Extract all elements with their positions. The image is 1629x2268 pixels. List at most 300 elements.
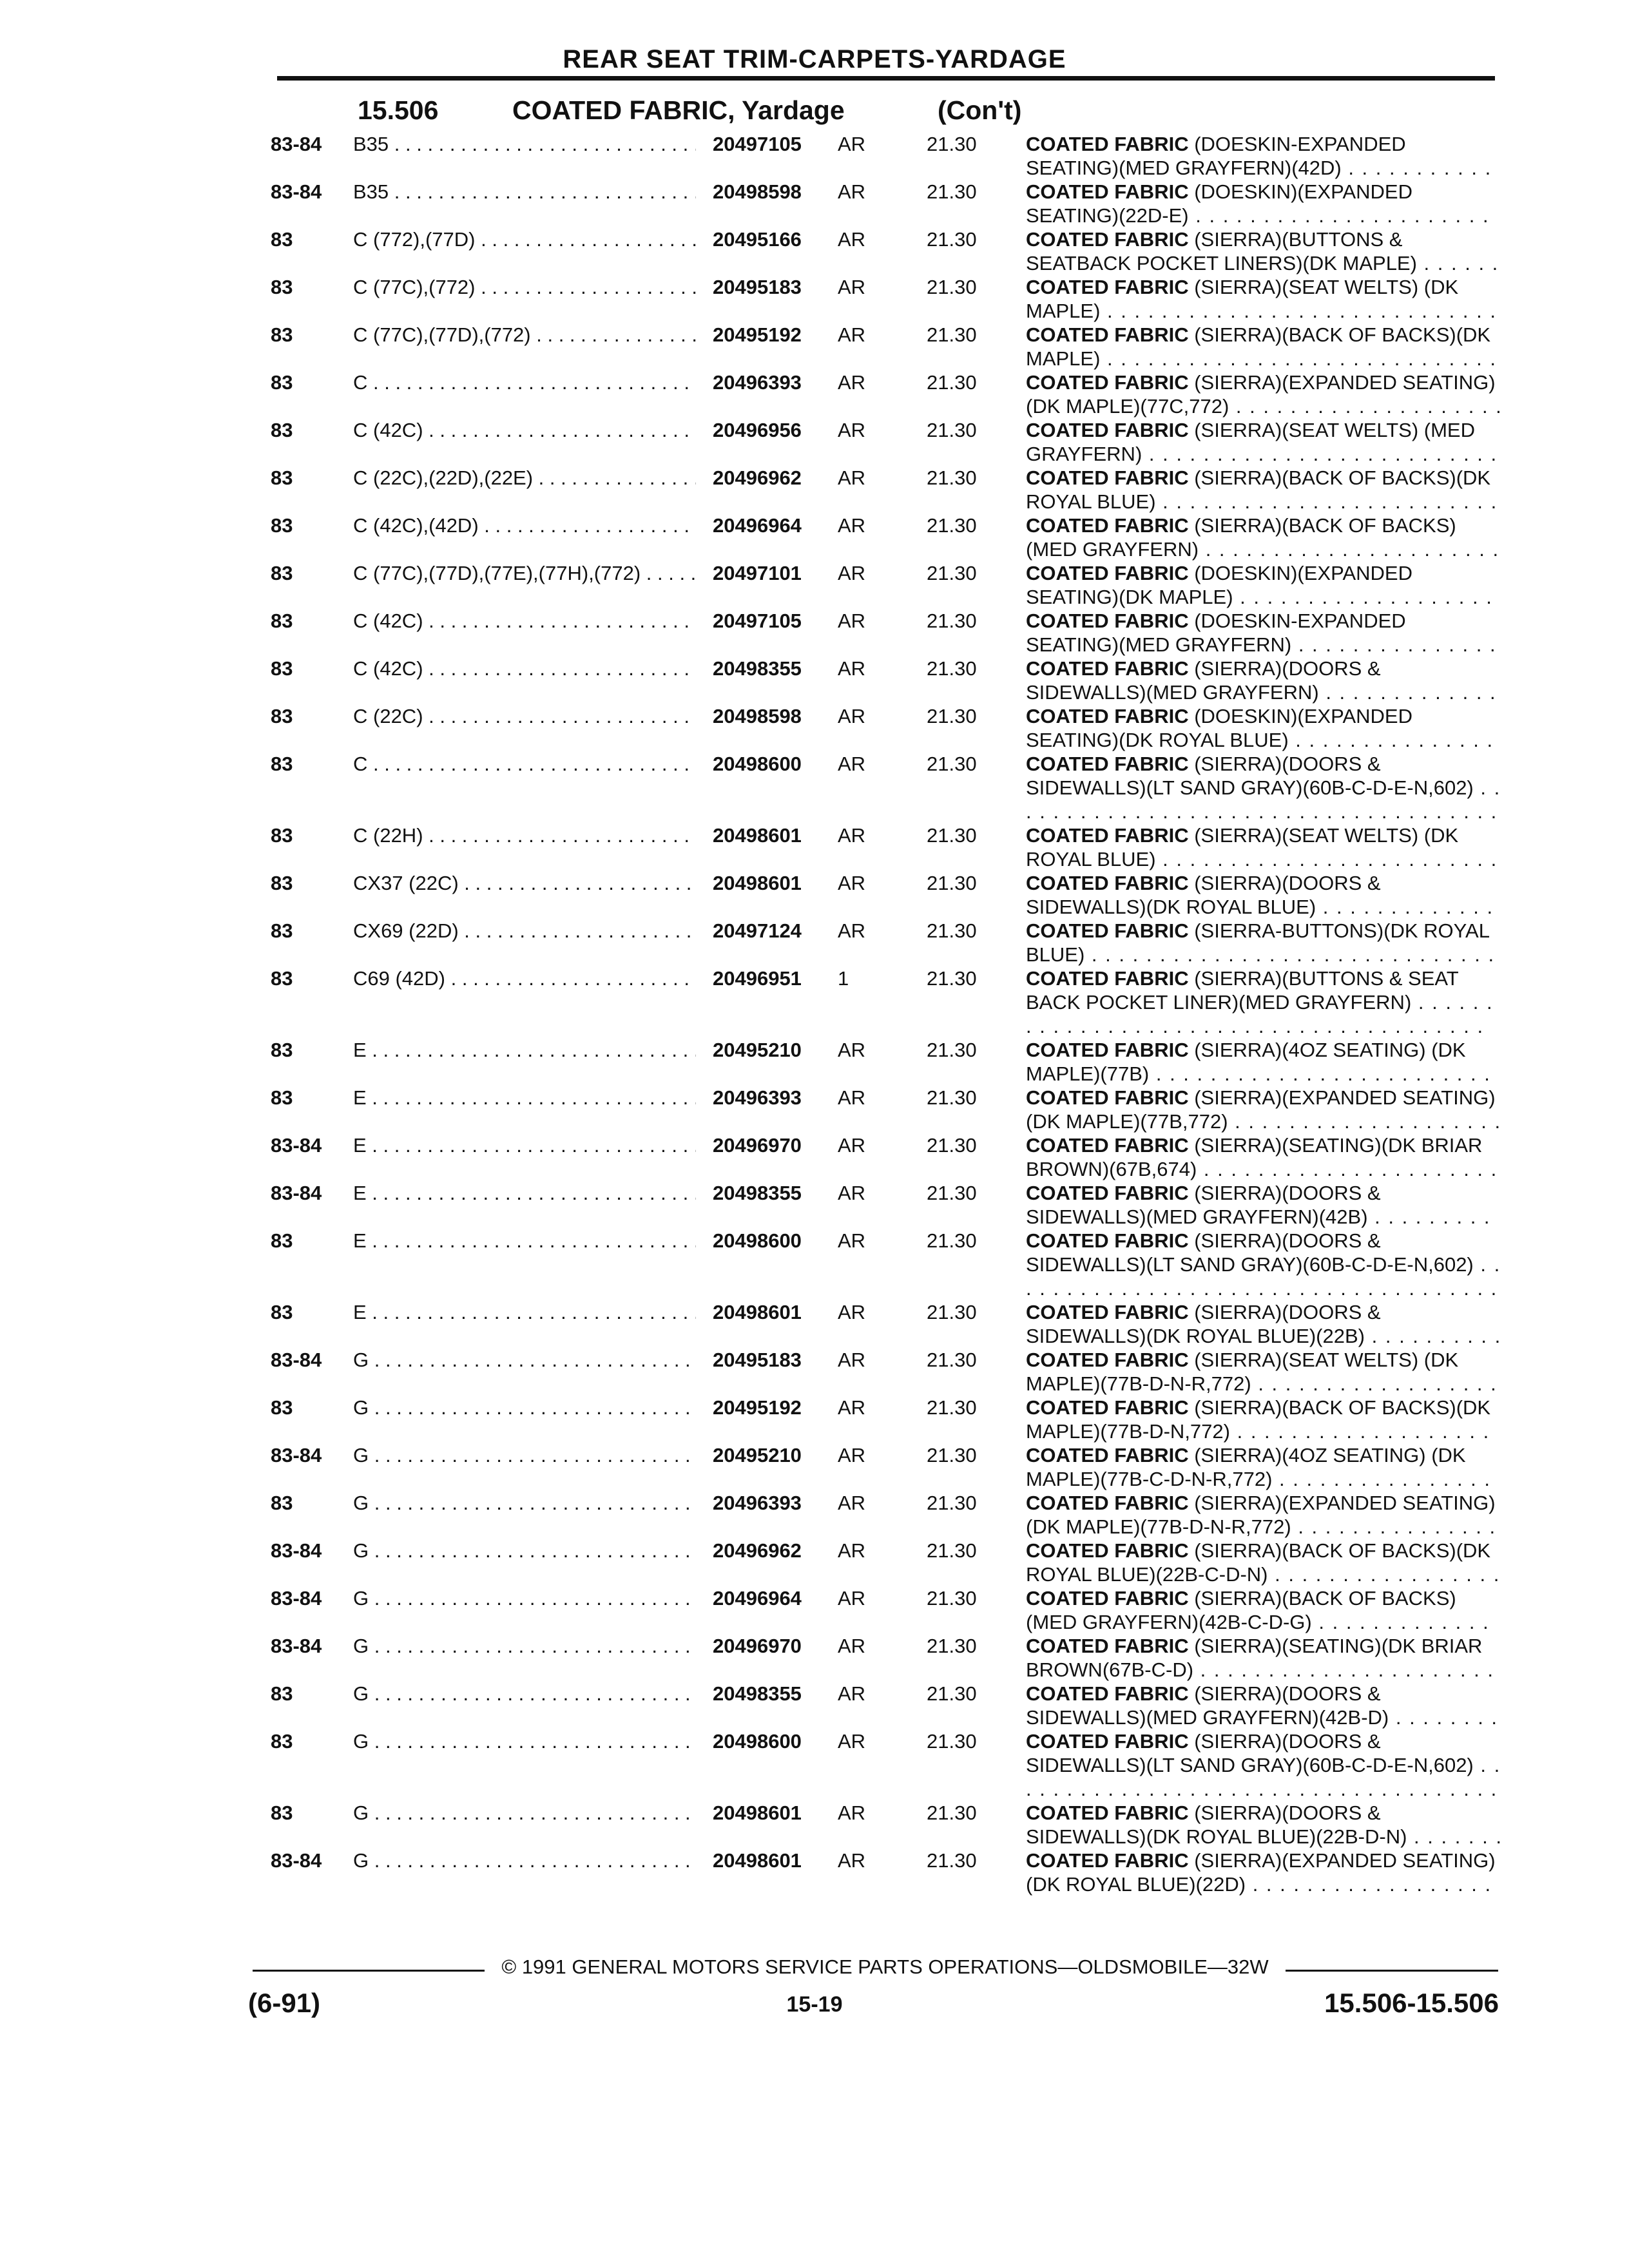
- year-cell: 83: [271, 1039, 293, 1061]
- part-number-cell: 20498601: [709, 1300, 802, 1324]
- description-cell: [1026, 1086, 1503, 1133]
- year-cell: 83: [271, 872, 293, 894]
- copyright-notice: © 1991 GENERAL MOTORS SERVICE PARTS OPERATIONS—OLDSMOBILE—32W: [501, 1956, 1269, 1978]
- description-cell: [1026, 871, 1503, 919]
- quantity-cell: AR: [838, 1182, 866, 1204]
- year-cell: 83: [271, 323, 293, 346]
- year-cell: 83: [271, 562, 293, 584]
- model-cell: G . . .: [353, 1682, 696, 1706]
- model-cell: CX37 (22C) . . .: [353, 871, 696, 895]
- description-keyword: COATED FABRIC: [1026, 1492, 1189, 1514]
- description-text: (SIERRA)(4OZ SEATING) (DK MAPLE)(77B-C-D-N-R,772): [1026, 1444, 1466, 1490]
- description-cell: [1026, 275, 1503, 323]
- description-text: (SIERRA)(SEAT WELTS) (DK MAPLE)(77B-D-N-R,772): [1026, 1349, 1459, 1395]
- year-cell: 83-84: [271, 1635, 322, 1657]
- year-cell: 83: [271, 1802, 293, 1824]
- table-row: [0, 418, 1629, 466]
- page-number: 15-19: [786, 1992, 843, 2017]
- footer-rule-left: [253, 1970, 485, 1972]
- description-text: (SIERRA)(BACK OF BACKS)(DK ROYAL BLUE)(22B-C-D-N): [1026, 1539, 1491, 1586]
- year-cell: 83: [271, 419, 293, 441]
- table-row: [0, 1729, 1629, 1801]
- description-keyword: COATED FABRIC: [1026, 753, 1189, 775]
- model-cell: G . . .: [353, 1801, 696, 1825]
- description-keyword: COATED FABRIC: [1026, 824, 1189, 847]
- description-cell: [1026, 180, 1503, 227]
- year-cell: 83: [271, 919, 293, 942]
- part-number-cell: 20497105: [709, 132, 802, 156]
- table-row: [0, 1229, 1629, 1300]
- description-text: (SIERRA)(DOORS & SIDEWALLS)(DK ROYAL BLUE)(22B-D-N): [1026, 1802, 1407, 1848]
- quantity-cell: AR: [838, 228, 866, 251]
- quantity-cell: AR: [838, 133, 866, 155]
- year-cell: 83: [271, 610, 293, 632]
- quantity-cell: AR: [838, 323, 866, 346]
- description-text: (SIERRA)(BUTTONS & SEATBACK POCKET LINERS)(DK MAPLE): [1026, 228, 1417, 274]
- description-keyword: COATED FABRIC: [1026, 657, 1189, 680]
- section-number: 15.506: [358, 95, 439, 125]
- model-cell: G . . .: [353, 1396, 696, 1419]
- group-cell: 21.30: [927, 1802, 977, 1824]
- model-cell: G . . .: [353, 1729, 696, 1753]
- description-text: (SIERRA)(DOORS & SIDEWALLS)(DK ROYAL BLUE)(22B): [1026, 1301, 1381, 1347]
- description-cell: [1026, 1729, 1503, 1801]
- description-text: (SIERRA)(DOORS & SIDEWALLS)(LT SAND GRAY)(60B-C-D-E-N,602): [1026, 1730, 1474, 1776]
- model-cell: C (42C) . . .: [353, 418, 696, 442]
- description-text: (SIERRA)(SEAT WELTS) (DK MAPLE): [1026, 276, 1459, 322]
- table-row: [0, 1133, 1629, 1181]
- quantity-cell: AR: [838, 1444, 866, 1466]
- year-cell: 83: [271, 276, 293, 298]
- group-cell: 21.30: [927, 967, 977, 990]
- part-number-cell: 20495192: [709, 1396, 802, 1419]
- year-cell: 83-84: [271, 1349, 322, 1371]
- model-cell: G . . .: [353, 1348, 696, 1372]
- group-cell: 21.30: [927, 1492, 977, 1514]
- description-cell: [1026, 323, 1503, 370]
- group-cell: 21.30: [927, 419, 977, 441]
- description-cell: [1026, 514, 1503, 561]
- description-keyword: COATED FABRIC: [1026, 276, 1189, 298]
- description-keyword: COATED FABRIC: [1026, 1039, 1189, 1061]
- description-cell: [1026, 1133, 1503, 1181]
- part-number-cell: 20498355: [709, 657, 802, 680]
- quantity-cell: AR: [838, 419, 866, 441]
- year-cell: 83: [271, 1492, 293, 1514]
- description-keyword: COATED FABRIC: [1026, 323, 1189, 346]
- table-row: [0, 752, 1629, 823]
- section-range: 15.506-15.506: [1324, 1988, 1499, 2018]
- description-cell: [1026, 561, 1503, 609]
- group-cell: 21.30: [927, 872, 977, 894]
- quantity-cell: AR: [838, 657, 866, 680]
- description-keyword: COATED FABRIC: [1026, 1182, 1189, 1204]
- table-row: [0, 514, 1629, 561]
- description-text: (SIERRA)(DOORS & SIDEWALLS)(MED GRAYFERN)(42B): [1026, 1182, 1381, 1228]
- description-text: (SIERRA)(4OZ SEATING) (DK MAPLE)(77B): [1026, 1039, 1466, 1085]
- description-text: (SIERRA)(DOORS & SIDEWALLS)(LT SAND GRAY)(60B-C-D-E-N,602): [1026, 1229, 1474, 1276]
- group-cell: 21.30: [927, 1539, 977, 1562]
- quantity-cell: AR: [838, 1802, 866, 1824]
- quantity-cell: AR: [838, 1396, 866, 1419]
- group-cell: 21.30: [927, 919, 977, 942]
- description-keyword: COATED FABRIC: [1026, 967, 1189, 990]
- model-cell: C69 (42D) . . .: [353, 966, 696, 990]
- part-number-cell: 20496393: [709, 1086, 802, 1110]
- description-text: (SIERRA)(EXPANDED SEATING)(DK ROYAL BLUE)(22D): [1026, 1849, 1496, 1896]
- table-row: [0, 1682, 1629, 1729]
- description-text: (DOESKIN)(EXPANDED SEATING)(22D-E): [1026, 180, 1412, 227]
- description-keyword: COATED FABRIC: [1026, 872, 1189, 894]
- continued-label: (Con't): [938, 95, 1022, 125]
- table-row: [0, 370, 1629, 418]
- description-keyword: COATED FABRIC: [1026, 1730, 1189, 1753]
- table-row: [0, 1491, 1629, 1539]
- quantity-cell: AR: [838, 1682, 866, 1705]
- description-text: (DOESKIN-EXPANDED SEATING)(MED GRAYFERN): [1026, 610, 1406, 656]
- quantity-cell: AR: [838, 1086, 866, 1109]
- year-cell: 83-84: [271, 1539, 322, 1562]
- year-cell: 83: [271, 657, 293, 680]
- group-cell: 21.30: [927, 1587, 977, 1610]
- table-row: [0, 1539, 1629, 1586]
- description-cell: [1026, 919, 1503, 966]
- table-row: [0, 1586, 1629, 1634]
- quantity-cell: AR: [838, 1587, 866, 1610]
- year-cell: 83: [271, 1682, 293, 1705]
- group-cell: 21.30: [927, 1682, 977, 1705]
- year-cell: 83: [271, 967, 293, 990]
- table-row: [0, 1396, 1629, 1443]
- description-keyword: COATED FABRIC: [1026, 1301, 1189, 1323]
- table-row: [0, 1086, 1629, 1133]
- part-number-cell: 20496970: [709, 1634, 802, 1658]
- quantity-cell: AR: [838, 1635, 866, 1657]
- group-cell: 21.30: [927, 180, 977, 203]
- description-cell: [1026, 418, 1503, 466]
- quantity-cell: AR: [838, 1492, 866, 1514]
- description-cell: [1026, 1181, 1503, 1229]
- description-text: (SIERRA)(DOORS & SIDEWALLS)(MED GRAYFERN)(42B-D): [1026, 1682, 1389, 1729]
- table-row: [0, 1300, 1629, 1348]
- part-number-cell: 20496964: [709, 514, 802, 537]
- part-number-cell: 20495210: [709, 1443, 802, 1467]
- quantity-cell: AR: [838, 466, 866, 489]
- part-number-cell: 20498598: [709, 704, 802, 728]
- year-cell: 83: [271, 1396, 293, 1419]
- group-cell: 21.30: [927, 323, 977, 346]
- part-number-cell: 20498598: [709, 180, 802, 204]
- group-cell: 21.30: [927, 1229, 977, 1252]
- year-cell: 83-84: [271, 133, 322, 155]
- model-cell: E . . .: [353, 1300, 696, 1324]
- quantity-cell: AR: [838, 753, 866, 775]
- model-cell: C (42C),(42D) . . .: [353, 514, 696, 537]
- description-cell: [1026, 1300, 1503, 1348]
- table-row: [0, 704, 1629, 752]
- description-text: (SIERRA)(BACK OF BACKS)(MED GRAYFERN): [1026, 514, 1456, 561]
- description-keyword: COATED FABRIC: [1026, 1635, 1189, 1657]
- year-cell: 83-84: [271, 1134, 322, 1157]
- part-number-cell: 20496956: [709, 418, 802, 442]
- description-cell: [1026, 1634, 1503, 1682]
- part-number-cell: 20498355: [709, 1682, 802, 1706]
- year-cell: 83: [271, 1086, 293, 1109]
- part-number-cell: 20496962: [709, 466, 802, 490]
- description-keyword: COATED FABRIC: [1026, 1444, 1189, 1466]
- description-cell: [1026, 609, 1503, 657]
- table-row: [0, 1634, 1629, 1682]
- table-row: [0, 180, 1629, 227]
- description-keyword: COATED FABRIC: [1026, 562, 1189, 584]
- quantity-cell: AR: [838, 1849, 866, 1872]
- footer-rule-right: [1286, 1970, 1498, 1972]
- description-keyword: COATED FABRIC: [1026, 419, 1189, 441]
- quantity-cell: AR: [838, 1039, 866, 1061]
- year-cell: 83: [271, 514, 293, 537]
- group-cell: 21.30: [927, 1301, 977, 1323]
- description-cell: [1026, 1443, 1503, 1491]
- part-number-cell: 20496393: [709, 1491, 802, 1515]
- description-keyword: COATED FABRIC: [1026, 180, 1189, 203]
- description-keyword: COATED FABRIC: [1026, 1229, 1189, 1252]
- part-number-cell: 20497101: [709, 561, 802, 585]
- quantity-cell: AR: [838, 562, 866, 584]
- table-row: [0, 561, 1629, 609]
- table-row: [0, 1038, 1629, 1086]
- part-number-cell: 20498355: [709, 1181, 802, 1205]
- description-cell: [1026, 1038, 1503, 1086]
- description-text: (SIERRA)(DOORS & SIDEWALLS)(DK ROYAL BLUE): [1026, 872, 1381, 918]
- description-text: (DOESKIN)(EXPANDED SEATING)(DK ROYAL BLUE): [1026, 705, 1412, 751]
- description-text: (SIERRA)(EXPANDED SEATING)(DK MAPLE)(77B-D-N-R,772): [1026, 1492, 1496, 1538]
- year-cell: 83: [271, 1229, 293, 1252]
- model-cell: E . . .: [353, 1086, 696, 1110]
- table-row: [0, 227, 1629, 275]
- description-text: (SIERRA)(BACK OF BACKS)(MED GRAYFERN)(42B-C-D-G): [1026, 1587, 1456, 1633]
- description-text: (SIERRA)(SEATING)(DK BRIAR BROWN)(67B,674): [1026, 1134, 1483, 1180]
- description-keyword: COATED FABRIC: [1026, 1587, 1189, 1610]
- description-keyword: COATED FABRIC: [1026, 1849, 1189, 1872]
- year-cell: 83: [271, 1730, 293, 1753]
- part-number-cell: 20495192: [709, 323, 802, 347]
- description-cell: [1026, 132, 1503, 180]
- revision-date: (6-91): [248, 1988, 321, 2018]
- part-number-cell: 20498600: [709, 1229, 802, 1253]
- group-cell: 21.30: [927, 1849, 977, 1872]
- quantity-cell: AR: [838, 1301, 866, 1323]
- description-text: (SIERRA)(EXPANDED SEATING)(DK MAPLE)(77C,772): [1026, 371, 1496, 418]
- group-cell: 21.30: [927, 562, 977, 584]
- part-number-cell: 20497124: [709, 919, 802, 943]
- description-cell: [1026, 1348, 1503, 1396]
- description-cell: [1026, 657, 1503, 704]
- table-row: [0, 1181, 1629, 1229]
- quantity-cell: 1: [838, 967, 849, 990]
- group-cell: 21.30: [927, 1396, 977, 1419]
- description-text: (SIERRA)(DOORS & SIDEWALLS)(MED GRAYFERN): [1026, 657, 1381, 704]
- description-cell: [1026, 1491, 1503, 1539]
- year-cell: 83: [271, 824, 293, 847]
- quantity-cell: AR: [838, 1134, 866, 1157]
- group-cell: 21.30: [927, 371, 977, 394]
- model-cell: G . . .: [353, 1849, 696, 1872]
- model-cell: C . . .: [353, 370, 696, 394]
- description-text: (SIERRA)(SEAT WELTS) (MED GRAYFERN): [1026, 419, 1475, 465]
- group-cell: 21.30: [927, 1134, 977, 1157]
- group-cell: 21.30: [927, 1086, 977, 1109]
- table-row: [0, 657, 1629, 704]
- model-cell: E . . .: [353, 1038, 696, 1062]
- part-number-cell: 20498601: [709, 871, 802, 895]
- description-text: (SIERRA)(EXPANDED SEATING)(DK MAPLE)(77B,772): [1026, 1086, 1496, 1133]
- model-cell: G . . .: [353, 1491, 696, 1515]
- table-row: [0, 1443, 1629, 1491]
- group-cell: 21.30: [927, 657, 977, 680]
- description-cell: [1026, 1682, 1503, 1729]
- table-row: [0, 275, 1629, 323]
- part-number-cell: 20496951: [709, 966, 802, 990]
- model-cell: C (77C),(77D),(77E),(77H),(772) . . .: [353, 561, 696, 585]
- group-cell: 21.30: [927, 1182, 977, 1204]
- description-cell: [1026, 466, 1503, 514]
- group-cell: 21.30: [927, 228, 977, 251]
- table-row: [0, 871, 1629, 919]
- year-cell: 83-84: [271, 1182, 322, 1204]
- group-cell: 21.30: [927, 1039, 977, 1061]
- model-cell: C (77C),(77D),(772) . . .: [353, 323, 696, 347]
- quantity-cell: AR: [838, 610, 866, 632]
- description-cell: [1026, 1229, 1503, 1300]
- description-keyword: COATED FABRIC: [1026, 466, 1189, 489]
- description-text: (SIERRA)(SEAT WELTS) (DK ROYAL BLUE): [1026, 824, 1459, 870]
- part-number-cell: 20496964: [709, 1586, 802, 1610]
- group-cell: 21.30: [927, 514, 977, 537]
- group-cell: 21.30: [927, 610, 977, 632]
- group-cell: 21.30: [927, 753, 977, 775]
- part-number-cell: 20498600: [709, 1729, 802, 1753]
- description-keyword: COATED FABRIC: [1026, 228, 1189, 251]
- description-text: (SIERRA-BUTTONS)(DK ROYAL BLUE): [1026, 919, 1489, 966]
- model-cell: CX69 (22D) . . .: [353, 919, 696, 943]
- group-cell: 21.30: [927, 133, 977, 155]
- description-text: (SIERRA)(BACK OF BACKS)(DK ROYAL BLUE): [1026, 466, 1491, 513]
- description-cell: [1026, 227, 1503, 275]
- model-cell: B35 . . .: [353, 180, 696, 204]
- quantity-cell: AR: [838, 1349, 866, 1371]
- description-keyword: COATED FABRIC: [1026, 610, 1189, 632]
- year-cell: 83: [271, 466, 293, 489]
- description-text: (DOESKIN-EXPANDED SEATING)(MED GRAYFERN)(42D): [1026, 133, 1406, 179]
- part-number-cell: 20495166: [709, 227, 802, 251]
- model-cell: C (22H) . . .: [353, 823, 696, 847]
- description-cell: [1026, 704, 1503, 752]
- part-number-cell: 20498601: [709, 823, 802, 847]
- quantity-cell: AR: [838, 514, 866, 537]
- group-cell: 21.30: [927, 1635, 977, 1657]
- part-number-cell: 20495183: [709, 275, 802, 299]
- description-keyword: COATED FABRIC: [1026, 133, 1189, 155]
- part-number-cell: 20496393: [709, 370, 802, 394]
- group-cell: 21.30: [927, 824, 977, 847]
- description-cell: [1026, 370, 1503, 418]
- description-text: (SIERRA)(BUTTONS & SEAT BACK POCKET LINER)(MED GRAYFERN): [1026, 967, 1459, 1014]
- quantity-cell: AR: [838, 1730, 866, 1753]
- part-number-cell: 20497105: [709, 609, 802, 633]
- part-number-cell: 20496962: [709, 1539, 802, 1562]
- description-keyword: COATED FABRIC: [1026, 1682, 1189, 1705]
- description-keyword: COATED FABRIC: [1026, 1349, 1189, 1371]
- description-text: (DOESKIN)(EXPANDED SEATING)(DK MAPLE): [1026, 562, 1412, 608]
- group-cell: 21.30: [927, 466, 977, 489]
- year-cell: 83: [271, 1301, 293, 1323]
- model-cell: G . . .: [353, 1634, 696, 1658]
- part-number-cell: 20495183: [709, 1348, 802, 1372]
- quantity-cell: AR: [838, 919, 866, 942]
- model-cell: C (22C) . . .: [353, 704, 696, 728]
- table-row: [0, 1849, 1629, 1896]
- description-cell: [1026, 1849, 1503, 1896]
- description-keyword: COATED FABRIC: [1026, 1086, 1189, 1109]
- year-cell: 83-84: [271, 180, 322, 203]
- part-number-cell: 20498601: [709, 1849, 802, 1872]
- group-cell: 21.30: [927, 276, 977, 298]
- part-number-cell: 20498600: [709, 752, 802, 776]
- description-keyword: COATED FABRIC: [1026, 1396, 1189, 1419]
- year-cell: 83: [271, 371, 293, 394]
- group-cell: 21.30: [927, 1730, 977, 1753]
- group-cell: 21.30: [927, 1349, 977, 1371]
- model-cell: E . . .: [353, 1181, 696, 1205]
- description-cell: [1026, 1586, 1503, 1634]
- quantity-cell: AR: [838, 371, 866, 394]
- description-text: (SIERRA)(SEATING)(DK BRIAR BROWN(67B-C-D): [1026, 1635, 1483, 1681]
- table-row: [0, 966, 1629, 1038]
- table-row: [0, 1348, 1629, 1396]
- group-cell: 21.30: [927, 705, 977, 727]
- year-cell: 83: [271, 753, 293, 775]
- description-keyword: COATED FABRIC: [1026, 1539, 1189, 1562]
- description-text: (SIERRA)(BACK OF BACKS)(DK MAPLE)(77B-D-N,772): [1026, 1396, 1491, 1443]
- quantity-cell: AR: [838, 276, 866, 298]
- group-cell: 21.30: [927, 1444, 977, 1466]
- description-keyword: COATED FABRIC: [1026, 371, 1189, 394]
- year-cell: 83-84: [271, 1587, 322, 1610]
- quantity-cell: AR: [838, 705, 866, 727]
- model-cell: B35 . . .: [353, 132, 696, 156]
- quantity-cell: AR: [838, 824, 866, 847]
- table-row: [0, 466, 1629, 514]
- table-row: [0, 323, 1629, 370]
- year-cell: 83-84: [271, 1849, 322, 1872]
- table-row: [0, 609, 1629, 657]
- quantity-cell: AR: [838, 180, 866, 203]
- description-cell: [1026, 752, 1503, 823]
- description-cell: [1026, 823, 1503, 871]
- model-cell: C (22C),(22D),(22E) . . .: [353, 466, 696, 490]
- table-row: [0, 1801, 1629, 1849]
- description-cell: [1026, 966, 1503, 1038]
- model-cell: G . . .: [353, 1443, 696, 1467]
- description-cell: [1026, 1396, 1503, 1443]
- section-name: COATED FABRIC, Yardage: [512, 95, 845, 125]
- model-cell: E . . .: [353, 1229, 696, 1253]
- table-row: [0, 132, 1629, 180]
- page-title: REAR SEAT TRIM-CARPETS-YARDAGE: [563, 45, 1066, 73]
- description-keyword: COATED FABRIC: [1026, 919, 1189, 942]
- description-cell: [1026, 1539, 1503, 1586]
- model-cell: C (77C),(772) . . .: [353, 275, 696, 299]
